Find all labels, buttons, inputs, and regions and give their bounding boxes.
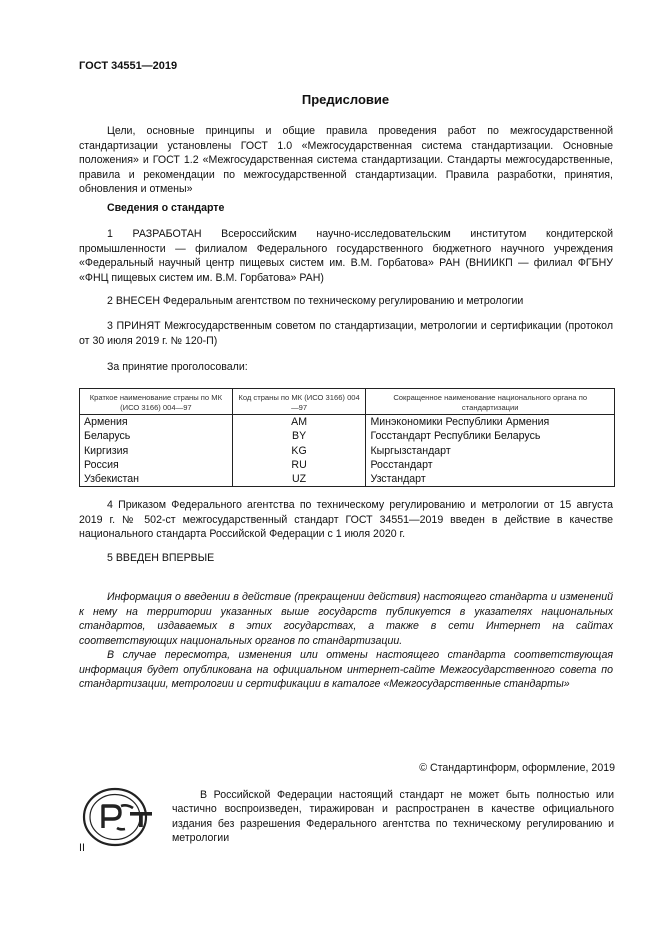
page-title: Предисловие [301, 92, 390, 107]
country-code: KG [232, 444, 366, 458]
header-standards-body: Сокращенное наименование национального органа по стандартизации [366, 389, 615, 415]
info-paragraph-revision: В случае пересмотра, изменения или отмены настоящего стандарта соответствующая информация будет опубликована на официальном интернет-сайте Межгосударственного совета по стандартизации, метрологии и сертификации в каталоге «Межгосударственные стандарты» [79, 649, 613, 691]
table-row [80, 415, 615, 430]
standards-body: Росстандарт [366, 458, 615, 472]
standards-body: Кыргызстандарт [366, 444, 615, 458]
header-country-name: Краткое наименование страны по МК (ИСО 3166) 004—97 [80, 389, 233, 415]
copyright-line: © Стандартинформ, оформление, 2019 [419, 762, 615, 774]
item-first-time: 5 ВВЕДЕН ВПЕРВЫЕ [107, 552, 215, 564]
header-country-code: Код страны по МК (ИСО 3166) 004—97 [232, 389, 366, 415]
item-developed: 1 РАЗРАБОТАН Всероссийским научно-исследовательским институтом кондитерской промышленности — филиалом Федерального государственного бюджетного научного учреждения «Федеральный научный центр пищевых систем им. В.М. Горбатова» РАН (ВНИИКП — филиал ФГБНУ «ФНЦ пищевых систем им. В.М. Горбатова» РАН) [79, 228, 613, 284]
standards-body: Узстандарт [366, 472, 615, 487]
info-paragraph-publication: Информация о введении в действие (прекращении действия) настоящего стандарта и изменений к нему на территории указанных выше государств публикуется в указателях национальных стандартов, издаваемых в этих государствах, а также в сети Интернет на сайтах соответствующих национальных органов по стандартизации. [79, 591, 613, 647]
table-row [80, 429, 615, 443]
country-code: UZ [232, 472, 366, 487]
country-name: Киргизия [80, 444, 233, 458]
voting-countries-table [79, 388, 615, 487]
copyright-notice: В Российской Федерации настоящий стандарт не может быть полностью или частично воспроизведен, тиражирован и распространен в качестве официального издания без разрешения Федерального агентства по техническому регулированию и метрологии [172, 789, 614, 845]
intro-paragraph: Цели, основные принципы и общие правила проведения работ по межгосударственной стандартизации установлены ГОСТ 1.0 «Межгосударственная система стандартизации. Основные положения» и ГОСТ 1.2 «Межгосударственная система стандартизации. Стандарты межгосударственные, правила и рекомендации по межгосударственной стандартизации. Правила разработки, принятия, обновления и отмены» [79, 125, 613, 196]
standards-body: Госстандарт Республики Беларусь [366, 429, 615, 443]
country-name: Армения [80, 415, 233, 430]
item-order: 4 Приказом Федерального агентства по техническому регулированию и метрологии от 15 августа 2019 г. № 502-ст межгосударственный стандарт ГОСТ 34551—2019 введен в действие в качестве национального стандарта Российской Федерации с 1 июля 2020 г. [79, 499, 613, 541]
item-adopted: 3 ПРИНЯТ Межгосударственным советом по стандартизации, метрологии и сертификации (протокол от 30 июля 2019 г. № 120-П) [79, 320, 613, 347]
table-row [80, 472, 615, 487]
voted-label: За принятие проголосовали: [107, 361, 248, 373]
item-introduced: 2 ВНЕСЕН Федеральным агентством по техническому регулированию и метрологии [107, 295, 524, 307]
document-code: ГОСТ 34551—2019 [79, 60, 178, 72]
standard-info-heading: Сведения о стандарте [107, 202, 225, 214]
country-name: Россия [80, 458, 233, 472]
country-code: BY [232, 429, 366, 443]
country-name: Узбекистан [80, 472, 233, 487]
country-name: Беларусь [80, 429, 233, 443]
standards-body: Минэкономики Республики Армения [366, 415, 615, 430]
table-header-row [80, 389, 615, 415]
page-number: II [79, 842, 85, 854]
table-row [80, 458, 615, 472]
rst-certification-logo [81, 785, 161, 849]
country-code: RU [232, 458, 366, 472]
table-row [80, 444, 615, 458]
country-code: AM [232, 415, 366, 430]
rst-logo-icon [81, 785, 161, 849]
